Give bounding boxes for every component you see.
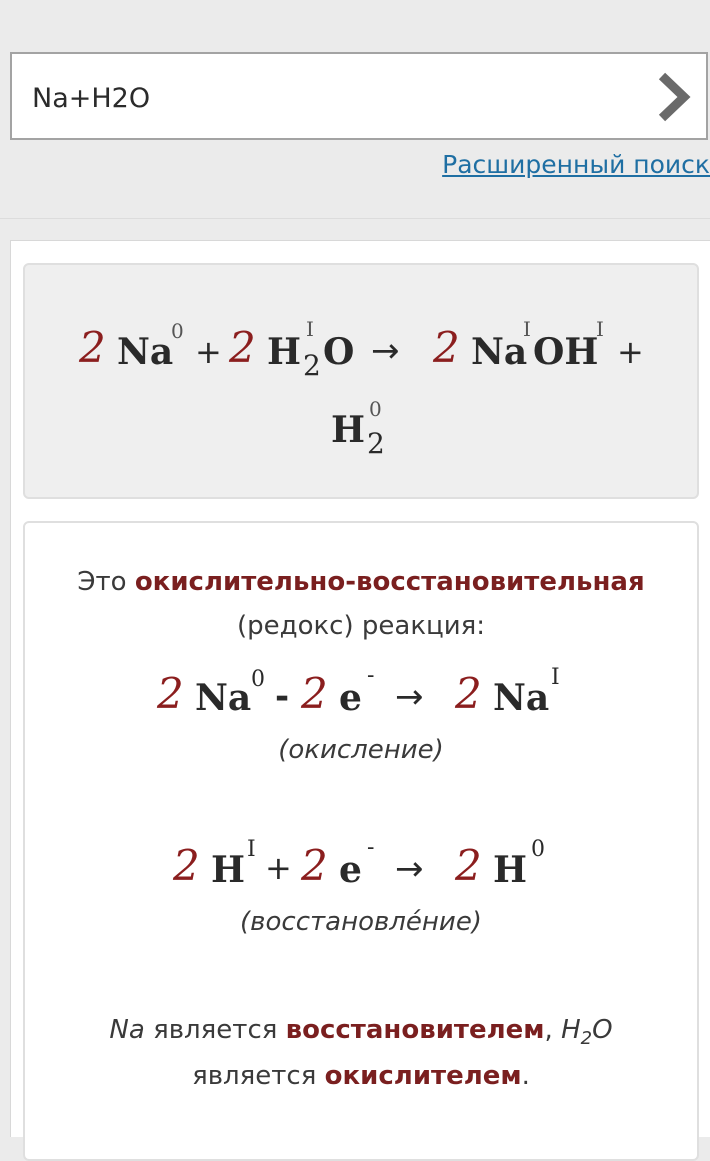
oxidation-state: 0 — [251, 667, 265, 692]
element-h: H — [493, 849, 528, 891]
equation-card — [23, 263, 699, 499]
coefficient: 2 — [79, 323, 106, 372]
group-oh: OH — [533, 331, 599, 373]
subscript: 2 — [303, 349, 321, 382]
period: . — [521, 1061, 530, 1091]
element-h: H — [331, 409, 366, 451]
formula-o: O — [592, 1015, 613, 1045]
element-na: Na — [195, 677, 252, 719]
electron-charge: - — [367, 835, 375, 860]
coefficient: 2 — [157, 669, 184, 718]
oxidation-state: 0 — [369, 397, 382, 421]
oxidation-state: I — [551, 665, 560, 690]
redox-intro-line1 — [25, 567, 697, 597]
search-input[interactable] — [32, 80, 612, 116]
formula-h: H — [561, 1015, 581, 1045]
electron-charge: - — [367, 663, 375, 688]
element-h: H — [267, 331, 302, 373]
conclusion-line2 — [25, 1061, 697, 1091]
reducer-formula: Na — [109, 1015, 145, 1045]
element-na: Na — [117, 331, 174, 373]
coefficient: 2 — [301, 841, 328, 890]
element-o: O — [323, 331, 355, 373]
oxidation-state: I — [523, 317, 531, 341]
element-na: Na — [493, 677, 550, 719]
oxidation-state: I — [247, 837, 256, 862]
plus-sign: + — [265, 849, 292, 887]
redox-intro-line2: (редокс) реакция: — [236, 611, 486, 641]
oxidation-state: I — [306, 317, 314, 341]
oxidation-state: 0 — [531, 837, 545, 862]
subscript: 2 — [367, 427, 385, 460]
comma: , — [544, 1015, 553, 1045]
coefficient: 2 — [455, 841, 482, 890]
element-h: H — [211, 849, 246, 891]
oxidation-state: I — [596, 317, 604, 341]
redox-card — [23, 521, 699, 1161]
electron: e — [339, 677, 362, 719]
reducer-role: восстановителем — [285, 1015, 545, 1045]
plus-sign: + — [617, 333, 644, 371]
formula-subscript: 2 — [580, 1028, 593, 1050]
coefficient: 2 — [455, 669, 482, 718]
oxidizer-role: окислителем — [324, 1061, 522, 1091]
search-box[interactable] — [10, 52, 708, 140]
element-na: Na — [471, 331, 528, 373]
reduction-label: (восстановле́ние) — [240, 907, 482, 937]
redox-term: окислительно-восстановительная — [134, 567, 645, 597]
reaction-arrow: → — [395, 677, 424, 717]
oxidation-label: (окисление) — [278, 735, 444, 765]
plus-sign: + — [195, 333, 222, 371]
search-submit-button[interactable] — [640, 66, 704, 128]
coefficient: 2 — [301, 669, 328, 718]
conclusion-verb: является — [192, 1061, 317, 1091]
minus-sign: - — [275, 677, 290, 717]
electron: e — [339, 849, 362, 891]
conclusion-verb: является — [153, 1015, 278, 1045]
coefficient: 2 — [229, 323, 256, 372]
result-panel — [10, 240, 710, 1137]
chevron-right-icon — [640, 66, 704, 128]
advanced-search-link[interactable]: Расширенный поиск — [442, 150, 710, 179]
oxidation-state: 0 — [171, 319, 184, 343]
reaction-arrow: → — [395, 849, 424, 889]
coefficient: 2 — [433, 323, 460, 372]
coefficient: 2 — [173, 841, 200, 890]
reaction-arrow: → — [371, 331, 400, 371]
oxidizer-formula — [561, 1015, 613, 1050]
conclusion-line1 — [25, 1015, 697, 1049]
intro-prefix: Это — [77, 567, 127, 597]
